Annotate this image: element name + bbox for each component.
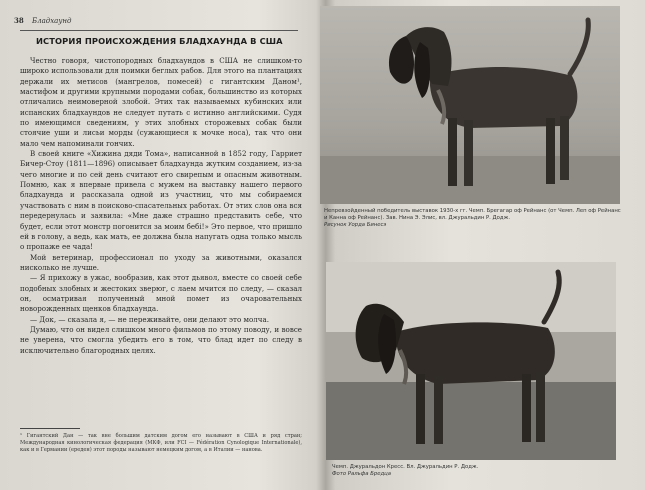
photo-caption-1 xyxy=(324,208,624,229)
caption-text: Чемп. Джуральдон Кресс. Вл. Джуральдин Р. Додж. xyxy=(332,464,479,470)
page-number: 38 xyxy=(14,16,24,25)
photo-caption-2 xyxy=(332,464,622,478)
paragraph: Мой ветеринар, профессионал по уходу за животными, оказался нисколько не лучше. xyxy=(20,252,302,272)
paragraph: Думаю, что он видел слишком много фильмов по этому поводу, и вовсе не уверена, что смогла убедить его в том, что блад идет по следу в исключительно благородных целях. xyxy=(20,324,302,355)
chapter-heading: ИСТОРИЯ ПРОИСХОЖДЕНИЯ БЛАДХАУНДА В США xyxy=(36,36,283,46)
bloodhound-drawing xyxy=(320,6,620,204)
paragraph: — Док, — сказала я, — не переживайте, они делают это молча. xyxy=(30,314,269,324)
caption-credit: Рисунок Уорда Бинесэ xyxy=(324,222,387,228)
caption-text: Непревзойденный победитель выставок 1930-х гг. Чемп. Брегагар оф Рейнанс (от Чемп. Леп оф Рейнанс и Канна оф Рейнанс). Зав. Нина Э. Элис, вл. Джуральдин Р. Додж. xyxy=(324,208,621,221)
heading-rule xyxy=(20,30,298,31)
paragraph: — Я прихожу в ужас, вообразив, как этот дьявол, вместе со своей себе подобных злобных и жестоких зверюг, с лаем мчится по следу, — сказал он, осматривая полученный мной помет из очаровательных новорожденных щенков бладхаунда. xyxy=(20,273,302,314)
body-text xyxy=(20,56,302,356)
footnote-rule xyxy=(20,428,80,429)
paragraph: Честно говоря, чистопородных бладхаундов в США не слишком-то широко использовали для поимки беглых рабов. Для этого на плантациях держали их метисов (мангрелов, помесей) с гигантским Даном¹, мастифом и другими крупными породами собак, большинство из которых отличались неимоверной злобой. Этих так называемых кубинских или испанских бладхаундов не следует путать с истинно английскими. Судя по имеющимся сведениям, у этих злобных сторожевых собак были стоячие уши и лисьи морды (сужающиеся к мочке носа), так что они мало чем напоминали гончих. xyxy=(20,56,302,148)
running-head-title: Бладхаунд xyxy=(31,17,72,25)
paragraph: В своей книге «Хижина дяди Тома», написанной в 1852 году, Гарриет Бичер-Стоу (1811—1896) описывает бладхаунда жутким созданием, из-за чего многие и по сей день считают его свирепым и опасным животным. Помню, как я впервые привела с мужем на выставку нашего первого бладхаунда и рассказала одной из участниц, что мы собираемся участвовать с ним в поисково-спасательных работах. От этих слов она вся передернулась и заявила: «Мне даже страшно представить себе, что будет, если этот монстр погонится за моим бебі!» Это первое, что пришло ей в голову, а ведь, как мать, ее должна была напугать одна только мысль о пропаже ее чада! xyxy=(20,149,302,252)
bloodhound-photo xyxy=(326,262,616,460)
dog-photo xyxy=(326,262,616,460)
left-page xyxy=(6,8,306,486)
footnote: ¹ Гигантский Дан — так вне большим датским догом его называют в США и ряд стран; Международная кинологическая федерация (МКФ, или FCI — Fédération Cynologique Internationale), как и в Германии (ереден) этот породы называют немецким догом, а в Италии — нанова. xyxy=(20,433,302,453)
right-page xyxy=(318,0,645,490)
dog-illustration-photo xyxy=(320,6,620,204)
caption-credit: Фото Ральфа Бредца xyxy=(332,471,391,477)
running-head xyxy=(14,16,71,25)
